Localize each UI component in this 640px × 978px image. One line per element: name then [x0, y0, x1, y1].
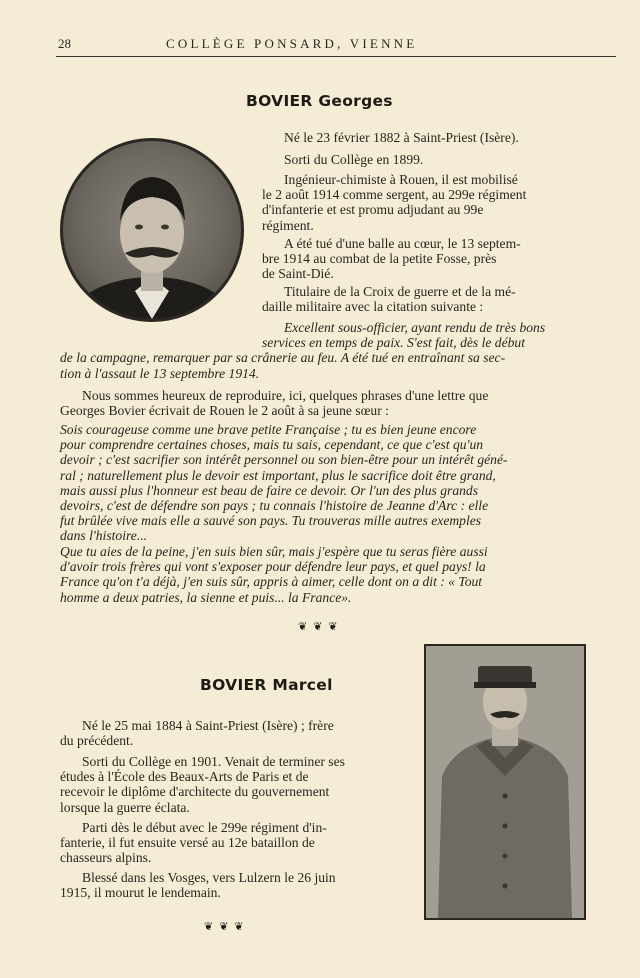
para-letter-1: Sois courageuse comme une brave petite Française ; tu es bien jeune encore pour comprendre certaines choses, mais tu sais, cependant, ce que c'est qu'un devoir ; c'est sacrifier son intérêt personnel ou son bien-être pour un intérêt géné- ral ; naturellement plus le devoir est important, plus le sacrifice doit être grand, mais aussi plus l'honneur est beau de faire ce devoir. Or l'un des plus grands devoirs, c'est de défendre son pays ; tu connais l'histoire de Jeanne d'Arc : elle fut brûlée vive mais elle a sauvé son pays. Tu trouveras mille autres exemples dans l'histoire...: [60, 422, 508, 544]
page-number: 28: [58, 36, 71, 51]
para-letter-2: Que tu aies de la peine, j'en suis bien sûr, mais j'espère que tu seras fière aussi d'avoir trois frères qui vont s'exposer pour défendre leur pays, et quel pays! la France qu'on t'a déjà, j'en suis sûr, appris à aimer, celle dont on a dit : « Tout homme a deux patries, la sienne et puis... la France».: [60, 544, 488, 605]
portrait-marcel-image: [426, 646, 584, 918]
ornament-divider: ❦❦❦: [298, 620, 344, 633]
para-letter-intro: Nous sommes heureux de reproduire, ici, quelques phrases d'une lettre que Georges Bovier écrivait de Rouen le 2 août à sa jeune sœur :: [60, 388, 489, 419]
running-title: COLLÈGE PONSARD, VIENNE: [166, 36, 418, 51]
header-rule: [56, 56, 616, 57]
para-college: Sorti du Collège en 1899.: [284, 152, 424, 167]
heading-marcel: BOVIER Marcel: [200, 676, 333, 694]
para-marcel-birth: Né le 25 mai 1884 à Saint-Priest (Isère) ; frère du précédent.: [60, 718, 334, 749]
para-marcel-death: Blessé dans les Vosges, vers Lulzern le 26 juin 1915, il mourut le lendemain.: [60, 870, 336, 901]
portrait-georges: [60, 138, 244, 322]
para-birth: Né le 23 février 1882 à Saint-Priest (Isère).: [284, 130, 519, 145]
para-engineer: Ingénieur-chimiste à Rouen, il est mobilisé le 2 août 1914 comme sergent, au 299e régiment d'infanterie et est promu adjudant au 99e régiment.: [262, 172, 527, 233]
para-killed: A été tué d'une balle au cœur, le 13 septem- bre 1914 au combat de la petite Fosse, près de Saint-Dié.: [262, 236, 521, 282]
heading-georges: BOVIER Georges: [246, 92, 393, 110]
portrait-georges-image: [63, 141, 241, 319]
para-marcel-service: Parti dès le début avec le 299e régiment d'in- fanterie, il fut ensuite versé au 12e bataillon de chasseurs alpins.: [60, 820, 327, 866]
para-citation: Excellent sous-officier, ayant rendu de très bons services en temps de paix. S'est fait, dès le début de la campagne, remarquer par sa crânerie au feu. A été tué en entraînant sa sec- tion à l'assaut le 13 septembre 1914.: [60, 320, 546, 381]
para-decorations: Titulaire de la Croix de guerre et de la mé- daille militaire avec la citation suivante :: [262, 284, 516, 315]
para-marcel-college: Sorti du Collège en 1901. Venait de terminer ses études à l'École des Beaux-Arts de Paris et de recevoir le diplôme d'architecte du gouvernement lorsque la guerre éclata.: [60, 754, 345, 815]
portrait-marcel: [424, 644, 586, 920]
ornament-divider-end: ❦❦❦: [204, 920, 250, 933]
